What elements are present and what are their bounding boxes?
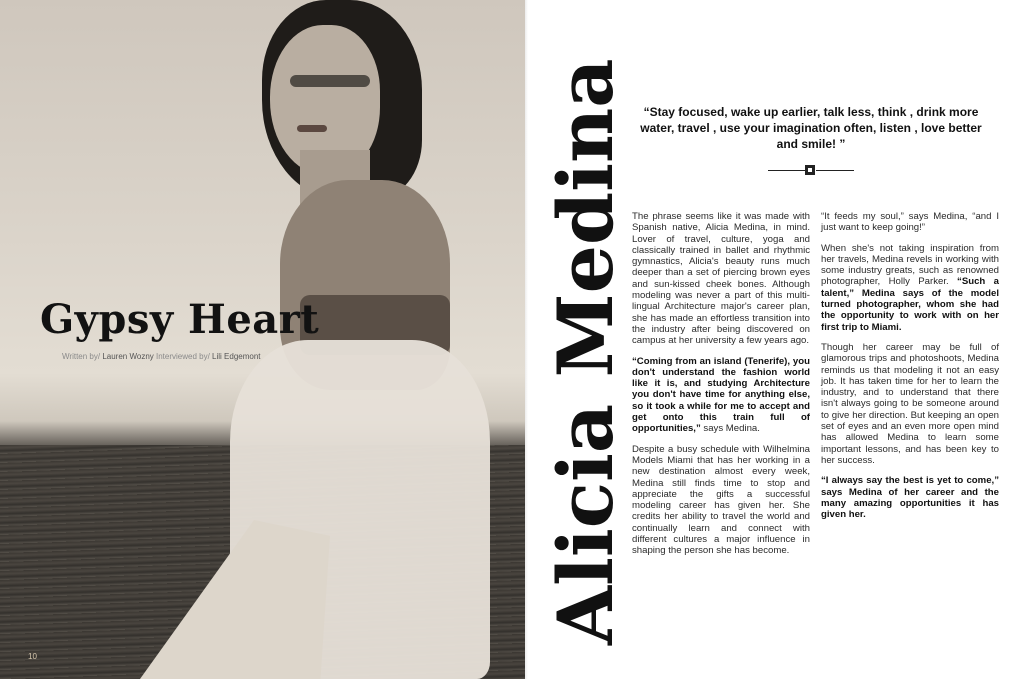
vertical-title: Alicia Medina bbox=[541, 58, 630, 645]
article-headline: Gypsy Heart bbox=[40, 296, 320, 343]
paragraph: The phrase seems like it was made with Spanish native, Alicia Medina, in mind. Lover of travel, culture, yoga and classically trained in ballet and rhythmic gymnastics, Alicia's beauty runs much deeper than a set of piercing brown eyes and sun-kissed cheek bones. Although modeling was never a part of this multi-lingual Architecture major's career plan, she has made an effortless transition into the industry after being discovered on campus at her university a few years ago. bbox=[632, 211, 810, 347]
page-gutter bbox=[525, 0, 528, 679]
model-eyes bbox=[290, 75, 370, 87]
author-name: Lauren Wozny bbox=[102, 352, 154, 361]
paragraph bbox=[821, 475, 999, 520]
paragraph: “It feeds my soul,” says Medina, “and I just want to keep going!” bbox=[821, 211, 999, 234]
article-column-2 bbox=[821, 211, 999, 529]
quote-attribution: says Medina of her career and the many amazing opportunities it has given her. bbox=[821, 486, 999, 521]
model-mouth bbox=[297, 125, 327, 132]
quote-bold: “I always say the best is yet to come,” bbox=[821, 475, 999, 487]
byline bbox=[62, 352, 261, 361]
ornament-divider bbox=[768, 170, 854, 172]
pull-quote: “Stay focused, wake up earlier, talk less, think , drink more water, travel , use your imagination often, listen , love better and smile! ” bbox=[640, 105, 982, 151]
page-number: 10 bbox=[28, 652, 37, 661]
paragraph-text-bold: Medina says of the model turned photographer, whom she had the opportunity to work with on her first trip to Miami. bbox=[821, 287, 999, 333]
interviewed-by-label: Interviewed by/ bbox=[156, 352, 210, 361]
quote-attribution: says Medina. bbox=[700, 423, 760, 435]
divider-square-icon bbox=[805, 165, 815, 175]
divider-line-right bbox=[816, 170, 854, 171]
written-by-label: Written by/ bbox=[62, 352, 101, 361]
paragraph: Though her career may be full of glamorous trips and photoshoots, Medina reminds us that modeling it not an easy job. It has taken time for her to learn the industry, and to understand that there isn't always going to be someone around to give her direction. But keeping an open set of eyes and an even more open mind has allowed Medina to learn some important lessons, and has been key to her success. bbox=[821, 341, 999, 466]
quote-bold: “Coming from an island (Tenerife), you don't understand the fashion world like it is, and studying Architecture you don't have time for anything else, so it took a while for me to accept and get onto this train full of opportunities,” bbox=[632, 355, 810, 435]
interviewer-name: Lili Edgemont bbox=[212, 352, 261, 361]
paragraph bbox=[632, 356, 810, 435]
paragraph-text: When she's not taking inspiration from her travels, Medina revels in working with some industry greats, such as renowned photographer, Holly Parker. bbox=[821, 242, 999, 288]
quote-bold: “Such a talent,” bbox=[821, 276, 999, 299]
article-column-1 bbox=[632, 211, 810, 566]
paragraph bbox=[821, 243, 999, 333]
divider-line-left bbox=[768, 170, 806, 171]
paragraph: Despite a busy schedule with Wilhelmina Models Miami that has her working in a new destination almost every week, Medina still finds time to stop and appreciate the gifts a successful modeling career has given her. She credits her ability to travel the world and continually learn and connect with different cultures a major influence in shaping the person she has become. bbox=[632, 443, 810, 557]
